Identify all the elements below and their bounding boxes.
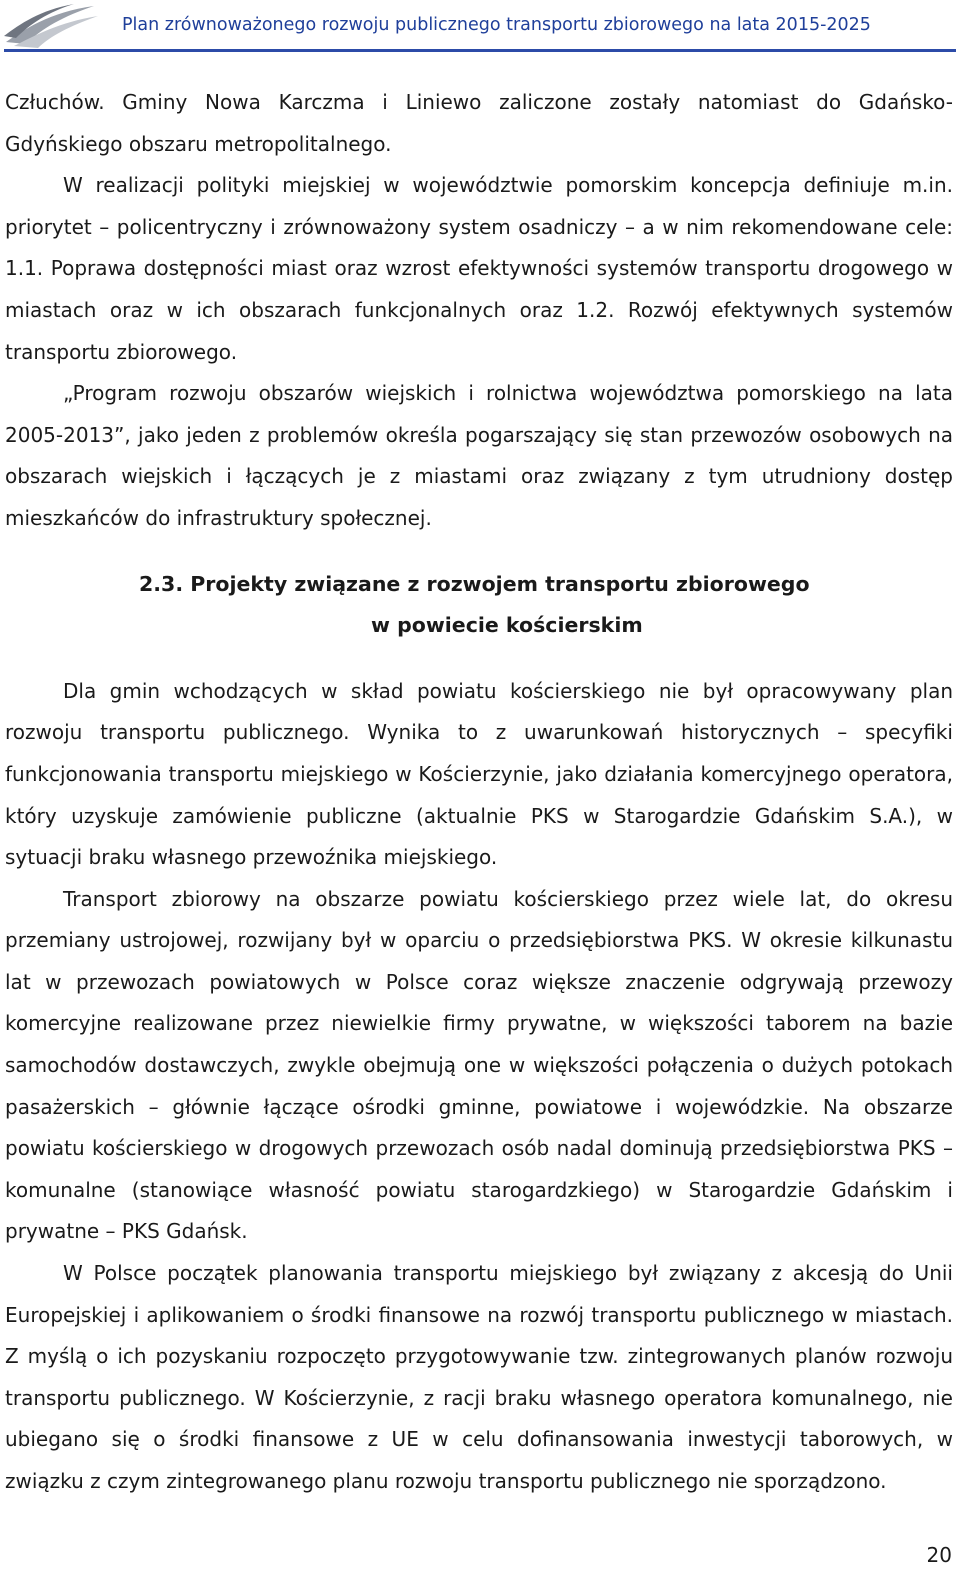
- paragraph: Dla gmin wchodzących w skład powiatu kościerskiego nie był opracowywany plan rozwoju transportu publicznego. Wynika to z uwarunkowań historycznych – specyfiki funkcjonowania transportu miejskiego w Kościerzynie, jako działania komercyjnego operatora, który uzyskuje zamówienie publiczne (aktualnie PKS w Starogardzie Gdańskim S.A.), w sytuacji braku własnego przewoźnika miejskiego.: [5, 678, 953, 870]
- paragraph: W Polsce początek planowania transportu miejskiego był związany z akcesją do Unii Europejskiej i aplikowaniem o środki finansowe na rozwój transportu publicznego w miastach. Z myślą o ich pozyskaniu rozpoczęto przygotowywanie tzw. zintegrowanych planów rozwoju transportu publicznego. W Kościerzynie, z racji braku własnego operatora komunalnego, nie ubiegano się o środki finansowe z UE w celu dofinansowania inwestycji taborowych, w związku z czym zintegrowanego planu rozwoju transportu publicznego nie sporządzono.: [5, 1261, 953, 1493]
- paragraph: Transport zbiorowy na obszarze powiatu kościerskiego przez wiele lat, do okresu przemiany ustrojowej, rozwijany był w oparciu o przedsiębiorstwa PKS. W okresie kilkunastu lat w przewozach powiatowych w Polsce coraz większe znaczenie odgrywają przewozy komercyjne realizowane przez niewielkie firmy prywatne, w większości taborem na bazie samochodów dostawczych, zwykle obejmują one w większości połączenia o dużych potokach pasażerskich – głównie łączące ośrodki gminne, powiatowe i wojewódzkie. Na obszarze powiatu kościerskiego w drogowych przewozach osób nadal dominują przedsiębiorstwa PKS – komunalne (stanowiące własność powiatu starogardzkiego) w Starogardzie Gdańskim i prywatne – PKS Gdańsk.: [5, 886, 953, 1244]
- paragraph: W realizacji polityki miejskiej w województwie pomorskim koncepcja definiuje m.in. priorytet – policentryczny i zrównoważony system osadniczy – a w nim rekomendowane cele: 1.1. Poprawa dostępności miast oraz wzrost efektywności systemów transportu drogowego w miastach oraz w ich obszarach funkcjonalnych oraz 1.2. Rozwój efektywnych systemów transportu zbiorowego.: [5, 173, 953, 364]
- section-heading: [5, 564, 953, 647]
- document-title: Plan zrównoważonego rozwoju publicznego transportu zbiorowego na lata 2015-2025: [122, 15, 871, 35]
- section-heading-line: w powiecie kościerskim: [371, 613, 643, 638]
- section-heading-line: 2.3. Projekty związane z rozwojem transportu zbiorowego: [139, 571, 810, 596]
- swoosh-logo-icon: [4, 2, 100, 48]
- document-body: [5, 82, 953, 1503]
- paragraph: Człuchów. Gminy Nowa Karczma i Liniewo zaliczone zostały natomiast do Gdańsko-Gdyńskiego obszaru metropolitalnego.: [5, 90, 953, 156]
- page-header: [0, 0, 960, 52]
- paragraph: „Program rozwoju obszarów wiejskich i rolnictwa województwa pomorskiego na lata 2005-2013”, jako jeden z problemów określa pogarszający się stan przewozów osobowych na obszarach wiejskich i łączących je z miastami oraz związany z tym utrudniony dostęp mieszkańców do infrastruktury społecznej.: [5, 381, 953, 530]
- page-number: 20: [926, 1543, 952, 1567]
- header-divider: [4, 49, 956, 52]
